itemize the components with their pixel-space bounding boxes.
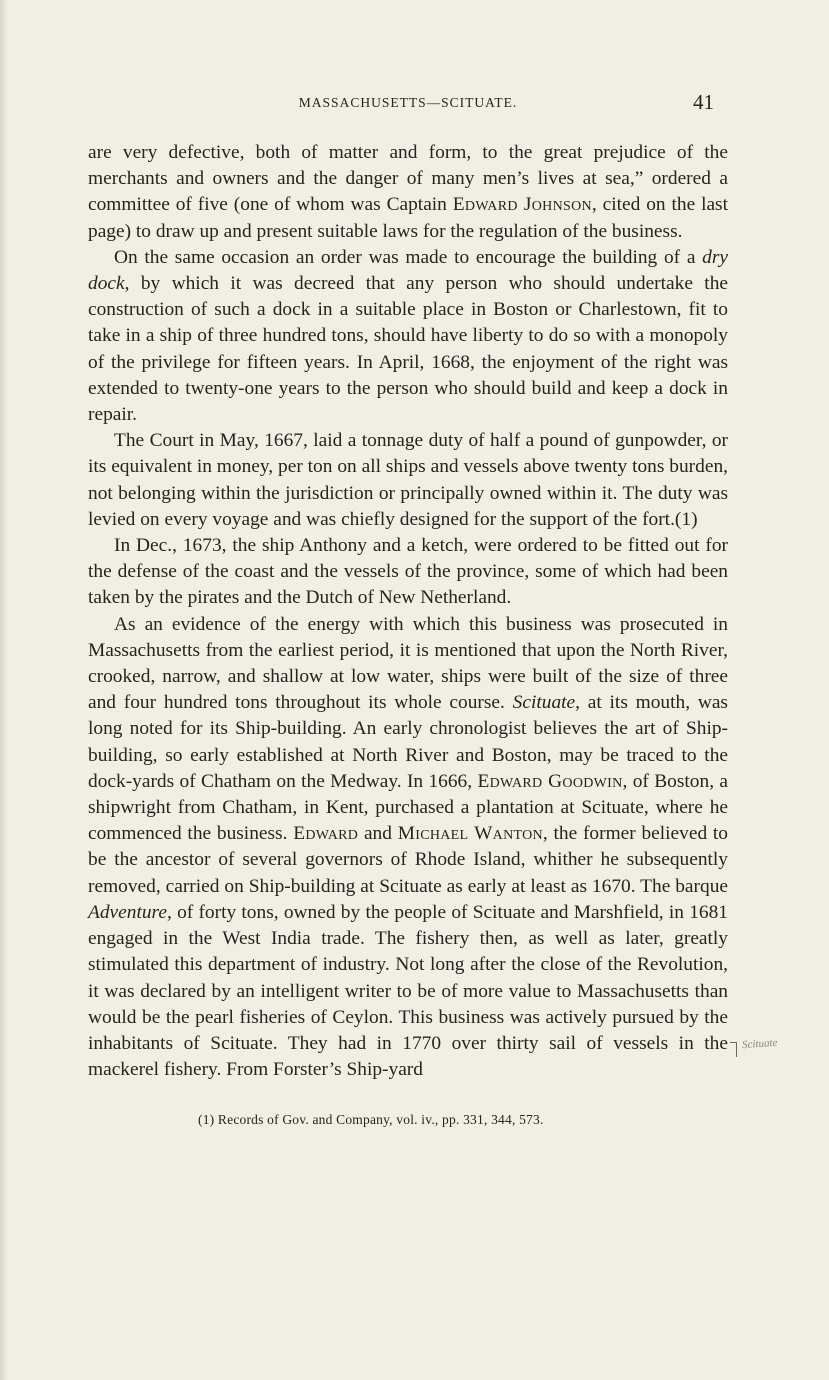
page-edge	[0, 0, 8, 1380]
running-head: MASSACHUSETTS—SCITUATE.	[298, 95, 518, 110]
italic-scituate: Scituate	[512, 692, 576, 714]
paragraph-5-part-d: , the former believed to be the ancestor of several governors of Rhode Island, whither he subsequently removed, carried on Ship-building at Scituate as early at least as 1670. The barque	[88, 823, 728, 897]
name-edward-goodwin: Edward Goodwin	[477, 770, 623, 792]
paragraph-5-part-b: , of Boston, a shipwright from Chatham, in Kent, purchased a plantation at Scituate, where he commenced the business.	[88, 770, 729, 845]
paragraph-4: In Dec., 1673, the ship Anthony and a ketch, were ordered to be fitted out for the defense of the coast and the vessels of the province, some of which had been taken by the pirates and the Dutch of New Netherland.	[88, 535, 728, 609]
paragraph-2	[88, 245, 728, 428]
page-header	[88, 90, 728, 120]
paragraph-2-text: On the same occasion an order was made to encourage the building of a	[114, 246, 703, 268]
paragraph-1-end: , cited on the last page) to draw up and present suitable laws for the regulation of the business.	[88, 194, 728, 242]
body-text	[88, 140, 728, 1083]
name-edward-johnson: Edward Johnson	[452, 194, 592, 216]
margin-note: Scituate	[741, 1036, 778, 1052]
paragraph-1	[88, 140, 728, 245]
paragraph-5	[88, 612, 728, 1084]
name-michael-wanton: Michael Wanton	[397, 823, 543, 845]
paragraph-5-part-a: , at its mouth, was long noted for its Ship-building. An early chronologist believes the art of Ship-building, so early established at North River and Boston, may be traced to the dock-yards of Chatham on the Medway. In 1666,	[88, 692, 728, 792]
name-edward: Edward	[293, 823, 359, 845]
footnote: (1) Records of Gov. and Company, vol. iv., pp. 331, 344, 573.	[198, 1112, 544, 1127]
paragraph-2-end: , by which it was decreed that any person who should undertake the construction of such a dock in a suitable place in Boston or Charlestown, fit to take in a ship of three hundred tons, should have liberty to do so with a monopoly of the privilege for fifteen years. In April, 1668, the enjoyment of the right was extended to twenty-one years to the person who should build and keep a dock in repair.	[88, 273, 728, 426]
margin-bracket	[730, 1042, 737, 1057]
paragraph-5-part-c: and	[358, 823, 398, 845]
paragraph-5-text: As an evidence of the energy with which this business was prosecuted in Massachusetts from the earliest period, it is mentioned that upon the North River, crooked, narrow, and shallow at low water, ships were built of the size of three and four hundred tons throughout its whole course.	[88, 613, 728, 714]
paragraph-1-text: are very defective, both of matter and form, to the great prejudice of the merchants and owners and the danger of many men’s lives at sea,” ordered a committee of five (one of whom was Captain	[88, 142, 728, 216]
italic-dry-dock: dry dock	[88, 246, 728, 295]
paragraph-3: The Court in May, 1667, laid a tonnage duty of half a pound of gunpowder, or its equivalent in money, per ton on all ships and vessels above twenty tons burden, not belonging within the jurisdiction or principally owned within it. The duty was levied on every voyage and was chiefly designed for the support of the fort.(1)	[88, 430, 728, 530]
page-number: 41	[693, 90, 714, 114]
paragraph-5-part-e: , of forty tons, owned by the people of Scituate and Marshfield, in 1681 engaged in the West India trade. The fishery then, as well as later, greatly stimulated this department of industry. Not long after the close of the Revolution, it was declared by an intelligent writer to be of more value to Massachusetts than would be the pearl fisheries of Ceylon. This business was actively pursued by the inhabitants of Scituate. They had in 1770 over thirty sail of vessels in the mackerel fishery. From Forster’s Ship-yard	[88, 901, 728, 1081]
italic-adventure: Adventure	[88, 901, 167, 923]
